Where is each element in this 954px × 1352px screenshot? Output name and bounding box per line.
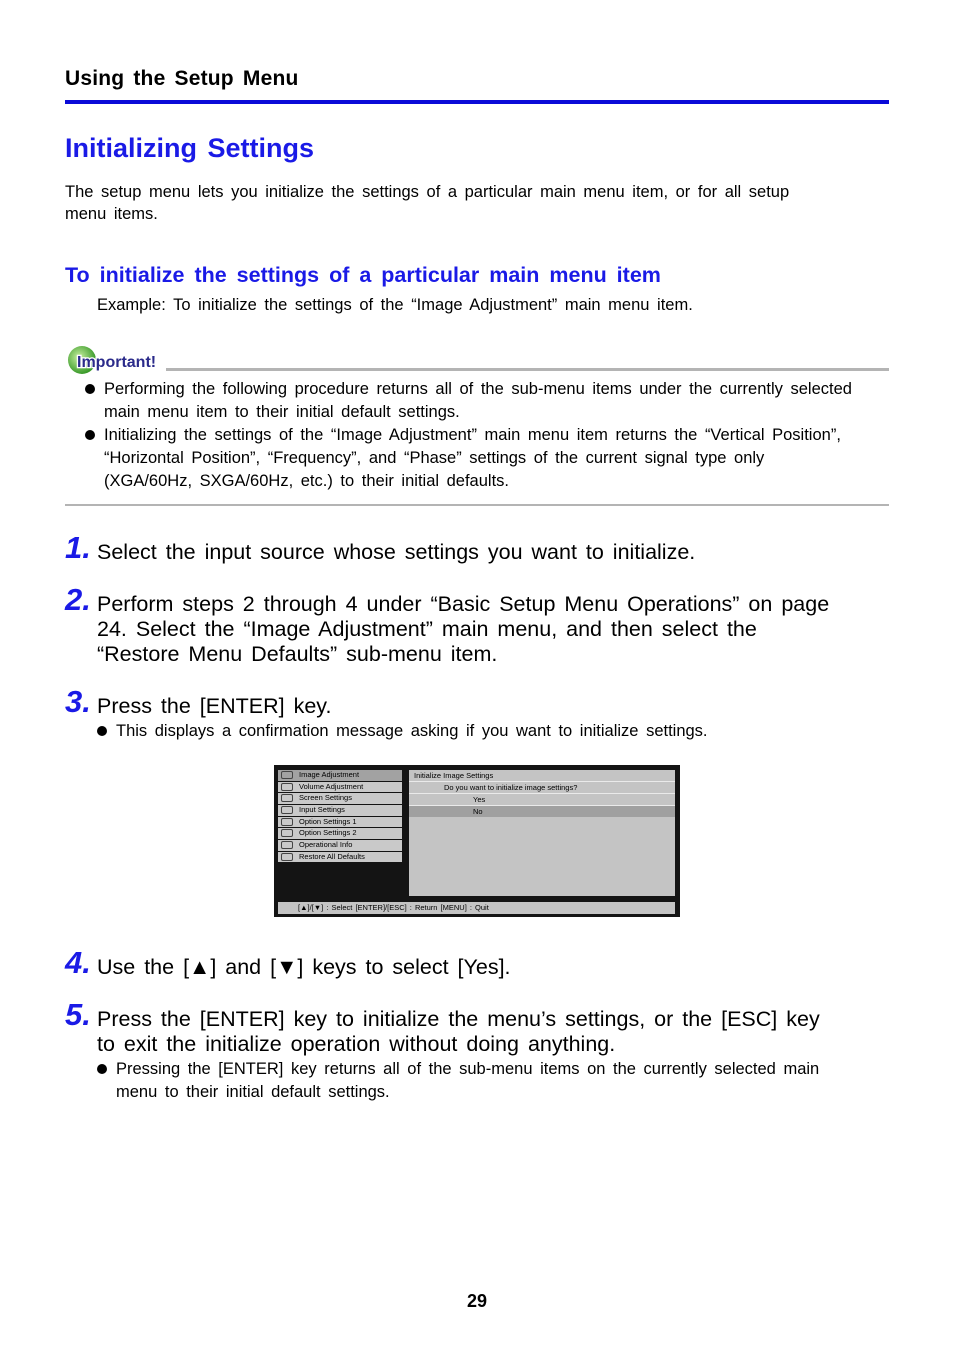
- menu-item-label: Screen Settings: [299, 793, 352, 803]
- example-text: Example: To initialize the settings of the “Image Adjustment” main menu item.: [97, 296, 693, 314]
- screen-icon: [281, 794, 293, 802]
- menu-item-label: Volume Adjustment: [299, 781, 364, 791]
- important-badge: [68, 344, 164, 378]
- step-number: 3.: [65, 684, 91, 719]
- confirm-question: Do you want to initialize image settings?: [444, 783, 578, 792]
- important-item: Performing the following procedure returns all of the sub-menu items under the currently selected main menu item to their initial default settings.: [85, 378, 855, 424]
- step-number: 2.: [65, 582, 91, 617]
- menu-item-label: Option Settings 1: [299, 816, 357, 826]
- screenshot-footer: [▲]/[▼] : Select [ENTER]/[ESC] : Return [MENU] : Quit: [278, 902, 675, 914]
- menu-item-label: Restore All Defaults: [299, 851, 365, 861]
- menu-item-label: Input Settings: [299, 805, 345, 815]
- option-no: No: [409, 806, 675, 817]
- step-note: [97, 720, 857, 743]
- page-number: 29: [466, 1291, 488, 1311]
- step-number: 1.: [65, 530, 91, 565]
- important-rule: [166, 368, 889, 371]
- important-label: Important!: [77, 354, 157, 371]
- menu-item-label: Operational Info: [299, 840, 353, 850]
- important-icon: [68, 344, 164, 378]
- option-icon: [281, 818, 293, 826]
- section-header: Using the Setup Menu: [65, 67, 299, 90]
- header-rule: [65, 100, 889, 104]
- menu-item-operational-info: [278, 840, 402, 851]
- step-number: 5.: [65, 997, 91, 1032]
- step-note-item: This displays a confirmation message asking if you want to initialize settings.: [97, 720, 857, 743]
- page-title: Initializing Settings: [65, 133, 315, 163]
- step-text: Use the [▲] and [▼] keys to select [Yes].: [97, 955, 511, 979]
- step-note-item: Pressing the [ENTER] key returns all of the sub-menu items on the currently selected main menu to their initial default settings.: [97, 1058, 857, 1104]
- menu-item-label: Image Adjustment: [299, 770, 360, 779]
- menu-item-restore-all-defaults: [278, 852, 402, 863]
- important-bottom-rule: [65, 504, 889, 506]
- setup-menu-screenshot: [274, 765, 680, 917]
- speaker-icon: [281, 783, 293, 791]
- image-icon: [281, 771, 293, 779]
- panel-title: Initialize Image Settings: [414, 771, 494, 780]
- step-note: [97, 1058, 857, 1104]
- step-number: 4.: [65, 945, 91, 980]
- menu-item-volume-adjustment: [278, 782, 402, 793]
- menu-item-screen-settings: [278, 793, 402, 804]
- main-menu-list: [278, 770, 402, 864]
- menu-item-image-adjustment: [278, 770, 402, 781]
- procedure-heading: To initialize the settings of a particular main menu item: [65, 263, 661, 287]
- option-yes: Yes: [473, 795, 486, 804]
- restore-icon: [281, 853, 293, 861]
- important-list: [85, 378, 855, 493]
- step-text: Press the [ENTER] key.: [97, 694, 332, 718]
- menu-item-option-settings-2: [278, 828, 402, 839]
- menu-item-input-settings: [278, 805, 402, 816]
- menu-item-option-settings-1: [278, 817, 402, 828]
- intro-paragraph: The setup menu lets you initialize the settings of a particular main menu item, or for all setup menu items.: [65, 183, 790, 223]
- option-icon: [281, 829, 293, 837]
- step-text: Press the [ENTER] key to initialize the menu’s settings, or the [ESC] key to exit the initialize operation without doing anything.: [97, 1007, 820, 1056]
- important-item: Initializing the settings of the “Image Adjustment” main menu item returns the “Vertical Position”, “Horizontal Position”, “Frequency”, and “Phase” settings of the current signal type only (XGA/60Hz, SXGA/60Hz, etc.) to their initial defaults.: [85, 424, 855, 493]
- input-icon: [281, 806, 293, 814]
- menu-item-label: Option Settings 2: [299, 828, 357, 838]
- info-icon: [281, 841, 293, 849]
- confirmation-panel: [409, 770, 675, 896]
- step-text: Perform steps 2 through 4 under “Basic Setup Menu Operations” on page 24. Select the “Image Adjustment” main menu, and then select the “Restore Menu Defaults” sub-menu item.: [97, 592, 830, 666]
- step-text: Select the input source whose settings you want to initialize.: [97, 540, 696, 564]
